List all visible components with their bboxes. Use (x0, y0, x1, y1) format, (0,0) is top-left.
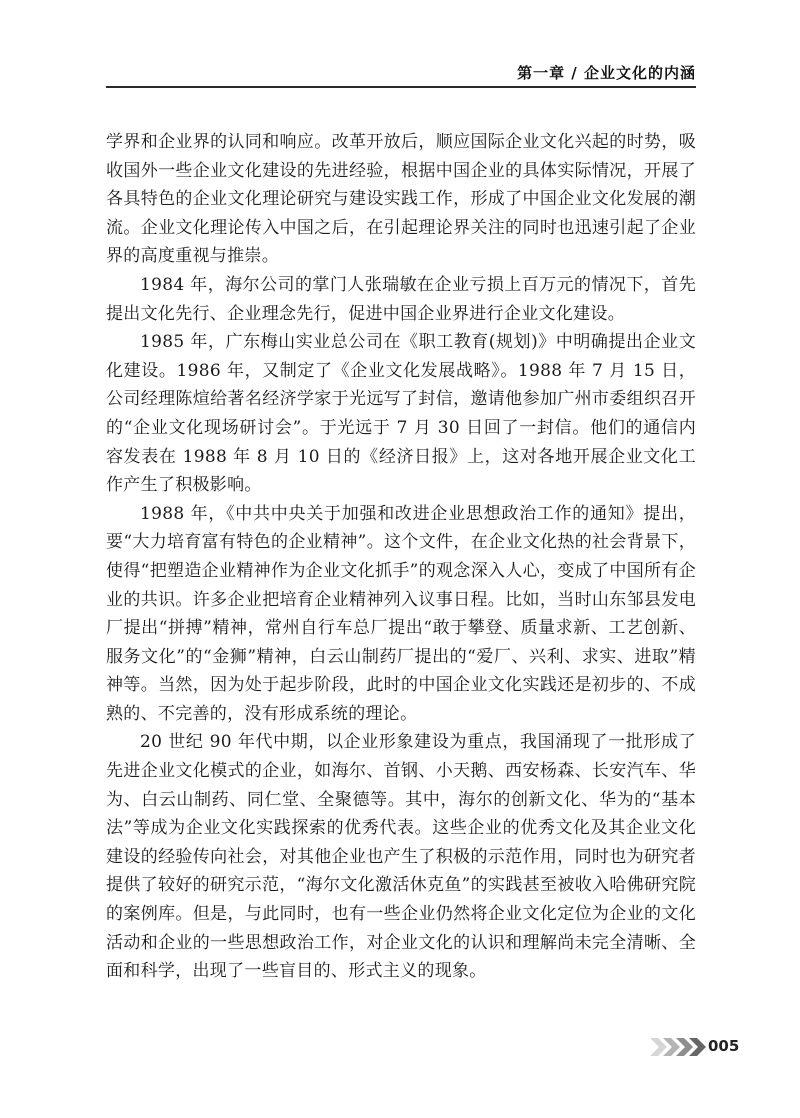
paragraph: 学界和企业界的认同和响应。改革开放后，顺应国际企业文化兴起的时势，吸收国外一些企业文化建设的先进经验，根据中国企业的具体实际情况，开展了各具特色的企业文化理论研究与建设实践工作，形成了中国企业文化发展的潮流。企业文化理论传入中国之后，在引起理论界关注的同时也迅速引起了企业界的高度重视与推崇。 (106, 132, 696, 267)
chevron-right-icon (650, 1038, 706, 1056)
page-number: 005 (708, 1037, 740, 1055)
paragraph: 1988 年，《中共中央关于加强和改进企业思想政治工作的通知》提出，要“大力培育富有特色的企业精神”。这个文件，在企业文化热的社会背景下，使得“把塑造企业精神作为企业文化抓手”的观念深入人心，变成了中国所有企业的共识。许多企业把培育企业精神列入议事日程。比如，当时山东邹县发电厂提出“拼搏”精神，常州自行车总厂提出“敢于攀登、质量求新、工艺创新、服务文化”的“金狮”精神，白云山制药厂提出的“爱厂、兴利、求实、进取”精神等。当然，因为处于起步阶段，此时的中国企业文化实践还是初步的、不成熟的、不完善的，没有形成系统的理论。 (106, 503, 696, 724)
paragraph: 20 世纪 90 年代中期，以企业形象建设为重点，我国涌现了一批形成了先进企业文化模式的企业，如海尔、首钢、小天鹅、西安杨森、长安汽车、华为、白云山制药、同仁堂、全聚德等。其中，海尔的创新文化、华为的“基本法”等成为企业文化实践探索的优秀代表。这些企业的优秀文化及其企业文化建设的经验传向社会，对其他企业也产生了积极的示范作用，同时也为研究者提供了较好的研究示范，“海尔文化激活休克鱼”的实践甚至被收入哈佛研究院的案例库。但是，与此同时，也有一些企业仍然将企业文化定位为企业的文化活动和企业的一些思想政治工作，对企业文化的认识和理解尚未完全清晰、全面和科学，出现了一些盲目的、形式主义的现象。 (106, 732, 696, 982)
header-divider (106, 86, 696, 88)
page-footer (650, 1034, 740, 1060)
running-title: 第一章 / 企业文化的内涵 (517, 64, 696, 82)
page-header (106, 58, 696, 88)
paragraph: 1984 年，海尔公司的掌门人张瑞敏在企业亏损上百万元的情况下，首先提出文化先行、企业理念先行，促进中国企业界进行企业文化建设。 (106, 274, 696, 324)
main-text (106, 128, 696, 986)
paragraph: 1985 年，广东梅山实业总公司在《职工教育(规划)》中明确提出企业文化建设。1986 年，又制定了《企业文化发展战略》。1988 年 7 月 15 日，公司经理陈煊给著名经济学家于光远写了封信，邀请他参加广州市委组织召开的“企业文化现场研讨会”。于光远于 7 月 30 日回了一封信。他们的通信内容发表在 1988 年 8 月 10 日的《经济日报》上，这对各地开展企业文化工作产生了积极影响。 (106, 332, 696, 496)
